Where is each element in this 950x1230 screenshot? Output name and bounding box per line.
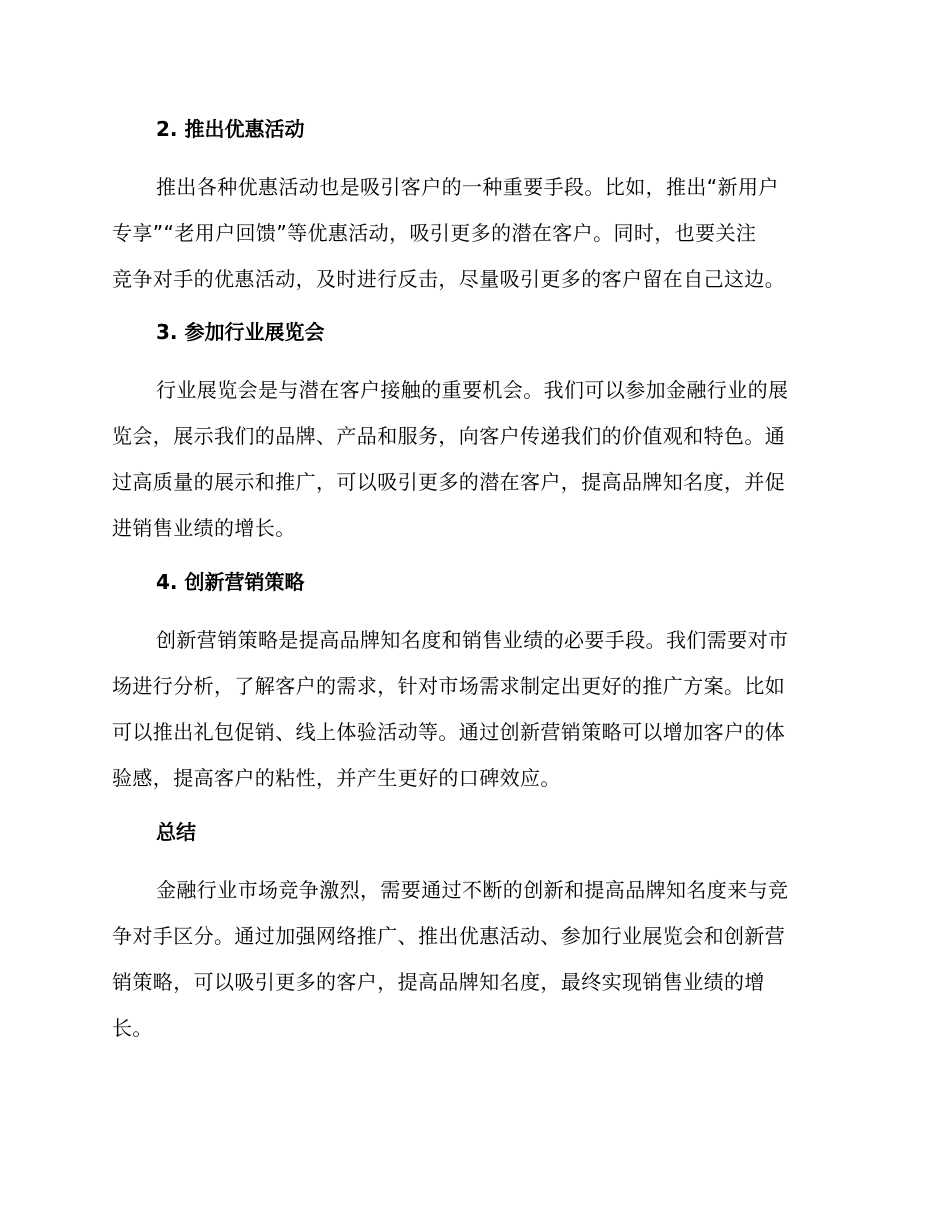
paragraph-line: 览会，展示我们的品牌、产品和服务，向客户传递我们的价值观和特色。通 xyxy=(112,424,786,448)
paragraph-line: 验感，提高客户的粘性，并产生更好的口碑效应。 xyxy=(112,766,561,790)
paragraph-line: 可以推出礼包促销、线上体验活动等。通过创新营销策略可以增加客户的体 xyxy=(112,720,786,744)
section-exhibition xyxy=(112,318,832,551)
section-summary xyxy=(112,818,832,1051)
paragraph-line: 销策略，可以吸引更多的客户，提高品牌知名度，最终实现销售业绩的增 xyxy=(112,970,765,994)
section-paragraph xyxy=(112,164,832,302)
paragraph-line: 过高质量的展示和推广，可以吸引更多的潜在客户，提高品牌知名度，并促 xyxy=(112,470,786,494)
paragraph-line: 金融行业市场竞争激烈，需要通过不断的创新和提高品牌知名度来与竞 xyxy=(156,878,789,902)
paragraph-line: 进销售业绩的增长。 xyxy=(112,516,296,540)
paragraph-line: 行业展览会是与潜在客户接触的重要机会。我们可以参加金融行业的展 xyxy=(156,378,789,402)
paragraph-line: 推出各种优惠活动也是吸引客户的一种重要手段。比如，推出“新用户 xyxy=(156,175,779,199)
section-heading: 3. 参加行业展览会 xyxy=(156,320,325,344)
section-paragraph xyxy=(112,367,832,551)
paragraph-line: 争对手区分。通过加强网络推广、推出优惠活动、参加行业展览会和创新营 xyxy=(112,924,786,948)
section-heading: 4. 创新营销策略 xyxy=(156,570,305,594)
section-heading: 总结 xyxy=(156,820,196,844)
paragraph-line: 场进行分析，了解客户的需求，针对市场需求制定出更好的推广方案。比如 xyxy=(112,674,786,698)
paragraph-line: 专享”“老用户回馈”等优惠活动，吸引更多的潜在客户。同时，也要关注 xyxy=(112,221,757,245)
section-paragraph xyxy=(112,617,832,801)
section-heading: 2. 推出优惠活动 xyxy=(156,117,305,141)
paragraph-line: 长。 xyxy=(112,1016,153,1040)
section-promotions xyxy=(112,115,832,302)
section-paragraph xyxy=(112,867,832,1051)
paragraph-line: 创新营销策略是提高品牌知名度和销售业绩的必要手段。我们需要对市 xyxy=(156,628,789,652)
section-marketing-strategy xyxy=(112,568,832,801)
paragraph-line: 竞争对手的优惠活动，及时进行反击，尽量吸引更多的客户留在自己这边。 xyxy=(112,267,786,291)
